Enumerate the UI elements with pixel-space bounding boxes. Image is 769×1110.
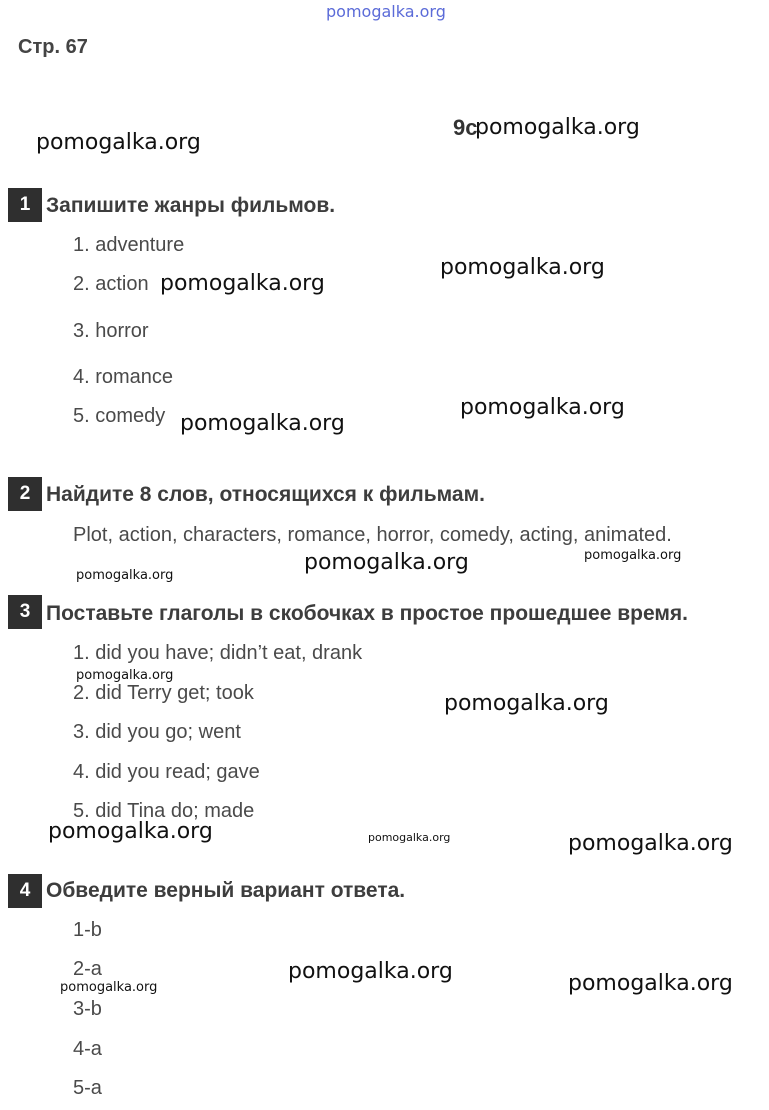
watermark: pomogalka.org <box>36 130 201 155</box>
task-4-number: 4 <box>8 874 42 908</box>
grade-label: 9с <box>453 115 478 140</box>
task-1-title: Запишите жанры фильмов. <box>46 194 336 217</box>
watermark: pomogalka.org <box>568 971 733 996</box>
watermark: pomogalka.org <box>288 959 453 984</box>
task-1-number: 1 <box>8 188 42 222</box>
task-1-answer-3: 3. horror <box>73 320 149 342</box>
watermark: pomogalka.org <box>444 691 609 716</box>
task-4-title: Обведите верный вариант ответа. <box>46 879 406 902</box>
task-3-title: Поставьте глаголы в скобочках в простое прошедшее время. <box>46 602 688 625</box>
watermark: pomogalka.org <box>48 819 213 844</box>
task-1-answer-2: 2. action <box>73 273 149 295</box>
watermark: pomogalka.org <box>160 271 325 296</box>
task-1-answer-4: 4. romance <box>73 366 174 388</box>
watermark: pomogalka.org <box>568 831 733 856</box>
task-4-answer-3: 3-b <box>73 998 102 1020</box>
task-4-answer-5: 5-a <box>73 1077 102 1099</box>
watermark: pomogalka.org <box>584 548 682 563</box>
task-1-answer-5: 5. comedy <box>73 405 166 427</box>
task-4-answer-4: 4-a <box>73 1038 102 1060</box>
task-4-answer-1: 1-b <box>73 919 102 941</box>
watermark: pomogalka.org <box>60 980 158 995</box>
task-3-answer-3: 3. did you go; went <box>73 721 241 743</box>
task-3-number: 3 <box>8 595 42 629</box>
watermark: pomogalka.org <box>76 668 174 683</box>
task-4-answer-2: 2-a <box>73 958 102 980</box>
watermark: pomogalka.org <box>180 411 345 436</box>
task-2-number: 2 <box>8 477 42 511</box>
task-3-answer-2: 2. did Terry get; took <box>73 682 254 704</box>
task-2-answer: Plot, action, characters, romance, horror, comedy, acting, animated. <box>73 524 672 546</box>
watermark: pomogalka.org <box>368 831 451 844</box>
watermark: pomogalka.org <box>76 568 174 583</box>
task-3-answer-1: 1. did you have; didn’t eat, drank <box>73 642 363 664</box>
task-3-answer-5: 5. did Tina do; made <box>73 800 255 822</box>
page-number: Стр. 67 <box>18 36 88 58</box>
watermark: pomogalka.org <box>460 395 625 420</box>
task-2-title: Найдите 8 слов, относящихся к фильмам. <box>46 483 485 506</box>
task-1-answer-1: 1. adventure <box>73 234 185 256</box>
watermark-top: pomogalka.org <box>326 2 446 21</box>
watermark: pomogalka.org <box>475 115 640 140</box>
watermark: pomogalka.org <box>304 550 469 575</box>
task-3-answer-4: 4. did you read; gave <box>73 761 260 783</box>
watermark: pomogalka.org <box>440 255 605 280</box>
